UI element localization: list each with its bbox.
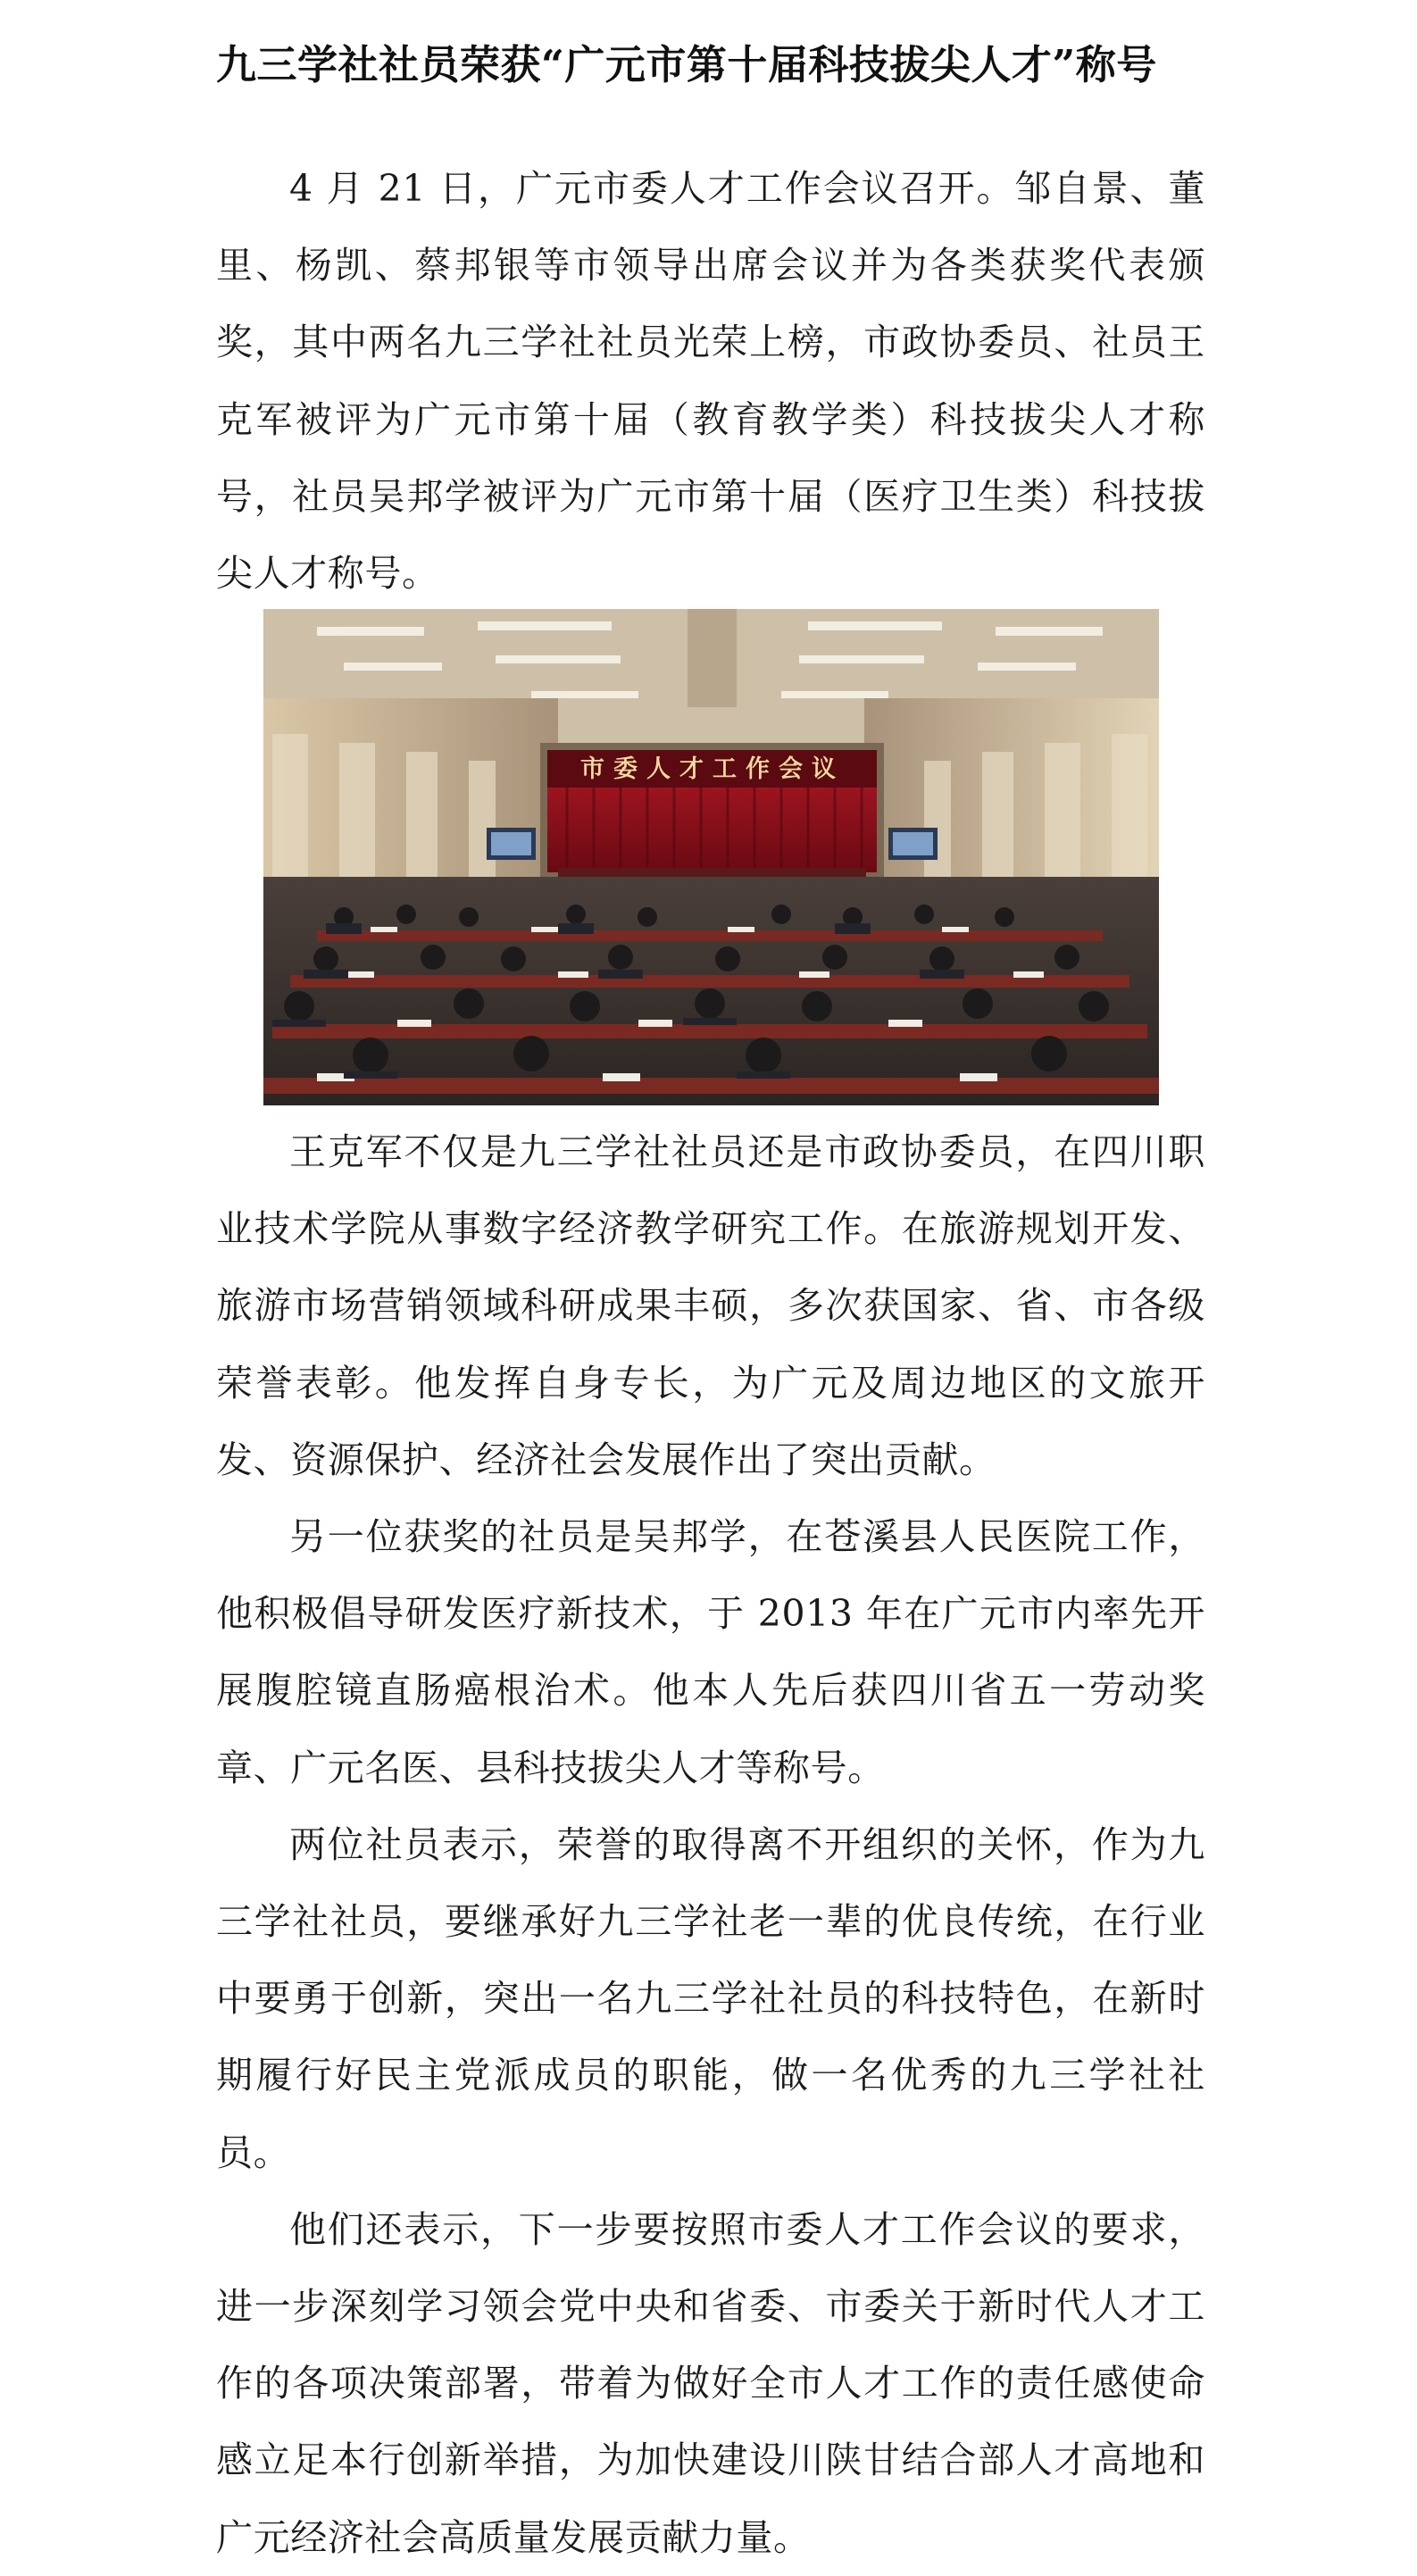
paragraph-intro: 4 月 21 日，广元市委人才工作会议召开。邹自景、董里、杨凯、蔡邦银等市领导出席会议并为各类获奖代表颁奖，其中两名九三学社社员光荣上榜，市政协委员、社员王克军被评为广元市第十届（教育教学类）科技拔尖人才称号，社员吴邦学被评为广元市第十届（医疗卫生类）科技拔尖人才称号。 <box>216 167 1205 596</box>
meeting-photo <box>263 609 1159 1105</box>
article-intro <box>216 150 1205 612</box>
article-body <box>216 1113 1205 2576</box>
paragraph-wu-bangxue: 另一位获奖的社员是吴邦学，在苍溪县人民医院工作，他积极倡导研发医疗新技术，于 2013 年在广元市内率先开展腹腔镜直肠癌根治术。他本人先后获四川省五一劳动奖章、广元名医、县科技拔尖人才等称号。 <box>216 1515 1205 1789</box>
banner-text: 市委人才工作会议 <box>580 755 845 783</box>
paragraph-wang-kejun: 王克军不仅是九三学社社员还是市政协委员，在四川职业技术学院从事数字经济教学研究工作。在旅游规划开发、旅游市场营销领域科研成果丰硕，多次获国家、省、市各级荣誉表彰。他发挥自身专长，为广元及周边地区的文旅开发、资源保护、经济社会发展作出了突出贡献。 <box>216 1130 1205 1481</box>
article-title: 九三学社社员荣获“广元市第十届科技拔尖人才”称号 <box>216 41 1157 89</box>
paragraph-statement: 两位社员表示，荣誉的取得离不开组织的关怀，作为九三学社社员，要继承好九三学社老一辈的优良传统，在行业中要勇于创新，突出一名九三学社社员的科技特色，在新时期履行好民主党派成员的职能，做一名优秀的九三学社社员。 <box>216 1822 1205 2174</box>
meeting-photo-illustration <box>263 609 1159 1105</box>
paragraph-next-steps: 他们还表示，下一步要按照市委人才工作会议的要求，进一步深刻学习领会党中央和省委、市委关于新时代人才工作的各项决策部署，带着为做好全市人才工作的责任感使命感立足本行创新举措，为加快建设川陕甘结合部人才高地和广元经济社会高质量发展贡献力量。 <box>216 2207 1205 2559</box>
